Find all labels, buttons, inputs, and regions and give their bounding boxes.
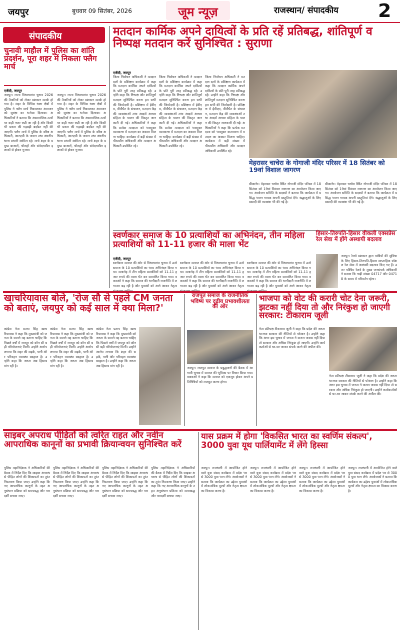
header-date: बुधवार 09 सितंबर, 2026	[72, 8, 132, 15]
editorial-label-bar	[3, 27, 105, 43]
story2-body-3: स्वर्णकार समाज की ओर से विधानसभा चुनाव में उतरे समाज के 10 प्रत्याशियों का भव्य अभिनंदन किया गया। समारोह में तीन महिला प्रत्याशियों को 11-11 हजार रुपये की माला भेंट कर सम्मानित किया गया। वक्ताओं ने कहा कि समाज की भागीदारी राजनीति में लगातार बढ़ रही है और युवाओं को आगे आकर नेतृत्व	[247, 261, 311, 288]
row4-right-headline: यास प्रक्रम में होगा 'विकसित भारत का स्वर्णिम संकल्प', 3000 युवा यूथ पार्लियामेंट में लेंगे हिस्सा	[201, 431, 373, 450]
row3-right-body-1: नेता प्रतिपक्ष टीकाराम जूली ने कहा कि प्रदेश की जनता भाजपा सरकार की नीतियों से परेशान है। उन्होंने कहा कि अगर इस चुनाव में जनता ने करारा जवाब नहीं दिया तो सरकार और अधिक निरंकुश हो जाएगी। उन्होंने कार्यकर्ताओं से घर-घर जाकर संपर्क करने की अपील की।	[259, 327, 325, 350]
row3-left-body-3: कांग्रेस नेता प्रताप सिंह खाचरियावास ने कहा कि मुख्यमंत्री को जनता के सामने यह बताना चाहिए कि पिछले वर्षों में जयपुर को कौन सी बड़ी परियोजनाएं मिलीं। उन्होंने आरोप लगाया कि शहर की सड़कें, पानी और परिवहन व्यवस्था बदहाल है। उन्होंने कहा कि जनता अब हिसाब मांग रही है।	[96, 327, 137, 368]
row3-left-body-1: कांग्रेस नेता प्रताप सिंह खाचरियावास ने कहा कि मुख्यमंत्री को जनता के सामने यह बताना चाहिए कि पिछले वर्षों में जयपुर को कौन सी बड़ी परियोजनाएं मिलीं। उन्होंने आरोप लगाया कि शहर की सड़कें, पानी और परिवहन व्यवस्था बदहाल है। उन्होंने कहा कि जनता अब हिसाब मांग रही है।	[4, 327, 47, 368]
masthead-logo	[166, 1, 230, 20]
lead-side-body-1: बीकानेर। मेहरासर चाचेरा स्थित गोगाजी मंदिर परिसर में 18 सितंबर को 19वां विशाल जागरण का आयोजन किया जाएगा। आयोजन समिति के सदस्यों ने बताया कि कार्यक्रम में प्रसिद्ध भजन गायक अपनी प्रस्तुतियां देंगे। श्रद्धालुओं के लिए प्रसादी की व्यवस्था भी की गई है।	[249, 182, 321, 205]
lead-byline: एजेंसी, जयपुर	[113, 71, 131, 75]
column-divider-1	[109, 26, 110, 288]
editorial-rule	[4, 85, 106, 86]
page-number: 2	[378, 0, 392, 22]
row3-left-headline: खाचरियावास बोले, 'रोज सौ से पहले CM जनता को बताएं, जयपुर को कई साल में क्या मिला?'	[4, 293, 173, 314]
editorial-byline: एजेंसी, जयपुर	[4, 89, 22, 93]
row3-divider-b	[256, 294, 257, 426]
row3-right-body-2: नेता प्रतिपक्ष टीकाराम जूली ने कहा कि प्रदेश की जनता भाजपा सरकार की नीतियों से परेशान है। उन्होंने कहा कि अगर इस चुनाव में जनता ने करारा जवाब नहीं दिया तो सरकार और अधिक निरंकुश हो जाएगी। उन्होंने कार्यकर्ताओं से घर-घर जाकर संपर्क करने की अपील की।	[329, 374, 397, 397]
row3-right-headline: भाजपा को वोट की करारी चोट देना जरूरी, झटका नहीं दिया तो और निरंकुश हो जाएगी सरकार: टीकाराम जूली	[259, 293, 391, 321]
row4-right-body-4: जयपुर। राजधानी में आयोजित होने वाले युवा संसद कार्यक्रम में प्रदेश भर से 3000 युवा भाग लेंगे। आयोजकों ने बताया कि कार्यक्रम का उद्देश्य युवाओं में लोकतांत्रिक मूल्यों और नेतृत्व क्षमता का विकास करना है।	[348, 466, 397, 493]
lead-photo	[249, 70, 397, 158]
editorial-body-2: जयपुर। राज्य विधानसभा चुनाव 2026 की तैयारियों को लेकर प्रशासन सतर्क हो गया है। शहर के विभिन्न थाना क्षेत्रों में पुलिस ने फ्लैग मार्च निकालकर आमजन को सुरक्षा का भरोसा दिलाया। अधिकारियों ने बताया कि असामाजिक तत्वों पर कड़ी नजर रखी जा रही है और किसी भी प्रकार की गड़बड़ी बर्दाश्त नहीं की जाएगी। फ्लैग मार्च में पुलिस के वरिष्ठ अधिकारी, आरएसी के जवान तथा स्थानीय थाना प्रभारी शामिल रहे। मार्च शहर के प्रमुख बाजारों, चौराहों और संवेदनशील इलाकों से होकर गुजरा।	[57, 93, 106, 153]
row4-left-body-4: पुलिस महानिदेशक ने अधिकारियों की बैठक में निर्देश दिए कि साइबर अपराध से पीड़ित लोगों की शिकायतों का तुरंत निस्तारण किया जाए। उन्होंने कहा कि नए आपराधिक कानूनों के तहत अनुसंधान प्रक्रिया को समयबद्ध और पारदर्शी बनाया जाए।	[151, 466, 195, 498]
row4-left-body-3: पुलिस महानिदेशक ने अधिकारियों की बैठक में निर्देश दिए कि साइबर अपराध से पीड़ित लोगों की शिकायतों का तुरंत निस्तारण किया जाए। उन्होंने कहा कि नए आपराधिक कानूनों के तहत अनुसंधान प्रक्रिया को समयबद्ध और पारदर्शी बनाया जाए।	[102, 466, 148, 498]
editorial-headline: चुनावी माहौल में पुलिस का शांति प्रदर्शन, पूरा शहर में निकला फ्लैग मार्च	[4, 46, 97, 71]
row3-divider-a	[184, 294, 185, 426]
row3-right-photo	[329, 327, 397, 371]
story2-byline: एजेंसी, जयपुर	[113, 257, 131, 261]
editorial-label: संपादकीय	[29, 32, 62, 42]
lead-photo-caption: मेहरासर चाचेरा के गोगाजी मंदिर परिसर में 18 सितंबर को 19वां विशाल जागरण	[249, 159, 385, 174]
row4-left-headline: साइबर अपराध पीड़ितों को त्वरित राहत और नवीन आपराधिक कानूनों का प्रभावी क्रियान्वयन सुनिश्चित करें	[4, 431, 182, 451]
sidebox-photo	[316, 254, 338, 288]
row3-left-photo	[139, 327, 181, 425]
sidebox-body: जयपुर। रेलवे प्रशासन द्वारा यात्रियों की सुविधा के लिए हिसार-तिरुपति-हिसार साप्ताहिक स्पेशल रेल सेवा में अस्थायी बदलाव किए गए हैं। उत्तर पश्चिम रेलवे के मुख्य जनसंपर्क अधिकारी ने बताया कि गाड़ी संख्या 04717 और 04718 के समय में परिवर्तन रहेगा।	[341, 254, 397, 281]
row3-mid-photo	[187, 330, 253, 364]
lead-body-3: जिला निर्वाचन अधिकारी ने मतदान दलों के प्रशिक्षण कार्यक्रम में कहा कि मतदान कार्मिक अपने दायित्वों के प्रति पूरी तरह प्रतिबद्ध रहें। उन्होंने कहा कि निष्पक्ष और शांतिपूर्ण मतदान सुनिश्चित करना हम सभी की जिम्मेदारी है। प्रशिक्षण में ईवीएम, वीवीपैट के संचालन, मतदान केंद्र की व्यवस्थाओं तथा आदर्श आचार संहिता के पालन की विस्तृत जानकारी दी गई। अधिकारियों ने कहा कि प्रत्येक मतदाता को भयमुक्त वातावरण में मतदान का अवसर मिलना चाहिए। कार्यक्रम में बड़ी संख्या में पीठासीन अधिकारी और मतदान अधिकारी उपस्थित रहे।	[205, 75, 245, 153]
story2-body-1: स्वर्णकार समाज की ओर से विधानसभा चुनाव में उतरे समाज के 10 प्रत्याशियों का भव्य अभिनंदन किया गया। समारोह में तीन महिला प्रत्याशियों को 11-11 हजार रुपये की माला भेंट कर सम्मानित किया गया। वक्ताओं ने कहा कि समाज की भागीदारी राजनीति में लगातार बढ़ रही है और युवाओं को आगे आकर नेतृत्व	[113, 261, 177, 288]
lead-body-1: जिला निर्वाचन अधिकारी ने मतदान दलों के प्रशिक्षण कार्यक्रम में कहा कि मतदान कार्मिक अपने दायित्वों के प्रति पूरी तरह प्रतिबद्ध रहें। उन्होंने कहा कि निष्पक्ष और शांतिपूर्ण मतदान सुनिश्चित करना हम सभी की जिम्मेदारी है। प्रशिक्षण में ईवीएम, वीवीपैट के संचालन, मतदान केंद्र की व्यवस्थाओं तथा आदर्श आचार संहिता के पालन की विस्तृत जानकारी दी गई। अधिकारियों ने कहा कि प्रत्येक मतदाता को भयमुक्त वातावरण में मतदान का अवसर मिलना चाहिए। कार्यक्रम में बड़ी संख्या में पीठासीन अधिकारी और मतदान अधिकारी उपस्थित रहे।	[113, 75, 156, 148]
lead-headline: मतदान कार्मिक अपने दायित्वों के प्रति रहें प्रतिबद्ध, शांतिपूर्ण व निष्पक्ष मतदान करें सुनिश्चित : सुराणा	[113, 24, 373, 50]
row4-right-body-3: जयपुर। राजधानी में आयोजित होने वाले युवा संसद कार्यक्रम में प्रदेश भर से 3000 युवा भाग लेंगे। आयोजकों ने बताया कि कार्यक्रम का उद्देश्य युवाओं में लोकतांत्रिक मूल्यों और नेतृत्व क्षमता का विकास करना है।	[299, 466, 345, 493]
row4-left-body-2: पुलिस महानिदेशक ने अधिकारियों की बैठक में निर्देश दिए कि साइबर अपराध से पीड़ित लोगों की शिकायतों का तुरंत निस्तारण किया जाए। उन्होंने कहा कि नए आपराधिक कानूनों के तहत अनुसंधान प्रक्रिया को समयबद्ध और पारदर्शी बनाया जाए।	[53, 466, 99, 498]
page-header	[0, 0, 400, 23]
row4-divider	[198, 432, 199, 630]
sidebox-headline: हिसार-तिरुपति-हिसार वीकली एक्सप्रेस रेल सेवा में होंगे अस्थायी बदलाव	[316, 231, 396, 243]
header-city: जयपुर	[8, 8, 29, 18]
story2-body-2: स्वर्णकार समाज की ओर से विधानसभा चुनाव में उतरे समाज के 10 प्रत्याशियों का भव्य अभिनंदन किया गया। समारोह में तीन महिला प्रत्याशियों को 11-11 हजार रुपये की माला भेंट कर सम्मानित किया गया। वक्ताओं ने कहा कि समाज की भागीदारी राजनीति में लगातार बढ़ रही है और युवाओं को आगे आकर नेतृत्व	[180, 261, 244, 288]
row4-right-body-1: जयपुर। राजधानी में आयोजित होने वाले युवा संसद कार्यक्रम में प्रदेश भर से 3000 युवा भाग लेंगे। आयोजकों ने बताया कि कार्यक्रम का उद्देश्य युवाओं में लोकतांत्रिक मूल्यों और नेतृत्व क्षमता का विकास करना है।	[201, 466, 247, 493]
story2-headline: स्वर्णकार समाज के 10 प्रत्याशियों का अभिनंदन, तीन महिला प्रत्याशियों को 11-11 हजार की माला भेंट	[113, 231, 305, 251]
editorial-body-1: जयपुर। राज्य विधानसभा चुनाव 2026 की तैयारियों को लेकर प्रशासन सतर्क हो गया है। शहर के विभिन्न थाना क्षेत्रों में पुलिस ने फ्लैग मार्च निकालकर आमजन को सुरक्षा का भरोसा दिलाया। अधिकारियों ने बताया कि असामाजिक तत्वों पर कड़ी नजर रखी जा रही है और किसी भी प्रकार की गड़बड़ी बर्दाश्त नहीं की जाएगी। फ्लैग मार्च में पुलिस के वरिष्ठ अधिकारी, आरएसी के जवान तथा स्थानीय थाना प्रभारी शामिल रहे। मार्च शहर के प्रमुख बाजारों, चौराहों और संवेदनशील इलाकों से होकर गुजरा।	[4, 93, 53, 153]
row4-left-body-1: पुलिस महानिदेशक ने अधिकारियों की बैठक में निर्देश दिए कि साइबर अपराध से पीड़ित लोगों की शिकायतों का तुरंत निस्तारण किया जाए। उन्होंने कहा कि नए आपराधिक कानूनों के तहत अनुसंधान प्रक्रिया को समयबद्ध और पारदर्शी बनाया जाए।	[4, 466, 50, 498]
lead-body-2: जिला निर्वाचन अधिकारी ने मतदान दलों के प्रशिक्षण कार्यक्रम में कहा कि मतदान कार्मिक अपने दायित्वों के प्रति पूरी तरह प्रतिबद्ध रहें। उन्होंने कहा कि निष्पक्ष और शांतिपूर्ण मतदान सुनिश्चित करना हम सभी की जिम्मेदारी है। प्रशिक्षण में ईवीएम, वीवीपैट के संचालन, मतदान केंद्र की व्यवस्थाओं तथा आदर्श आचार संहिता के पालन की विस्तृत जानकारी दी गई। अधिकारियों ने कहा कि प्रत्येक मतदाता को भयमुक्त वातावरण में मतदान का अवसर मिलना चाहिए। कार्यक्रम में बड़ी संख्या में पीठासीन अधिकारी और मतदान अधिकारी उपस्थित रहे।	[159, 75, 202, 148]
header-section: राजस्थान/ संपादकीय	[274, 6, 339, 16]
row3-left-body-2: कांग्रेस नेता प्रताप सिंह खाचरियावास ने कहा कि मुख्यमंत्री को जनता के सामने यह बताना चाहिए कि पिछले वर्षों में जयपुर को कौन सी बड़ी परियोजनाएं मिलीं। उन्होंने आरोप लगाया कि शहर की सड़कें, पानी और परिवहन व्यवस्था बदहाल है। उन्होंने कहा कि जनता अब हिसाब मांग रही है।	[50, 327, 93, 368]
lead-side-body-2: बीकानेर। मेहरासर चाचेरा स्थित गोगाजी मंदिर परिसर में 18 सितंबर को 19वां विशाल जागरण का आयोजन किया जाएगा। आयोजन समिति के सदस्यों ने बताया कि कार्यक्रम में प्रसिद्ध भजन गायक अपनी प्रस्तुतियां देंगे। श्रद्धालुओं के लिए प्रसादी की व्यवस्था भी की गई है।	[325, 182, 397, 205]
row4-right-body-2: जयपुर। राजधानी में आयोजित होने वाले युवा संसद कार्यक्रम में प्रदेश भर से 3000 युवा भाग लेंगे। आयोजकों ने बताया कि कार्यक्रम का उद्देश्य युवाओं में लोकतांत्रिक मूल्यों और नेतृत्व क्षमता का विकास करना है।	[250, 466, 296, 493]
masthead-text: जूम न्यूज़	[178, 5, 218, 19]
row3-mid-headline: राजपूत समाज के राजनीतिक भविष्य पर दृढ़ीय प्रभावशीलता की ओर	[190, 293, 250, 311]
row3-mid-body: जयपुर। राजपूत समाज के प्रबुद्धजनों की बैठक में आगामी चुनाव में समाज की भूमिका पर विचार किया गया। वक्ताओं ने कहा कि समाज को एकजुट होकर अपने प्रतिनिधियों को मजबूत करना होगा।	[187, 366, 253, 384]
